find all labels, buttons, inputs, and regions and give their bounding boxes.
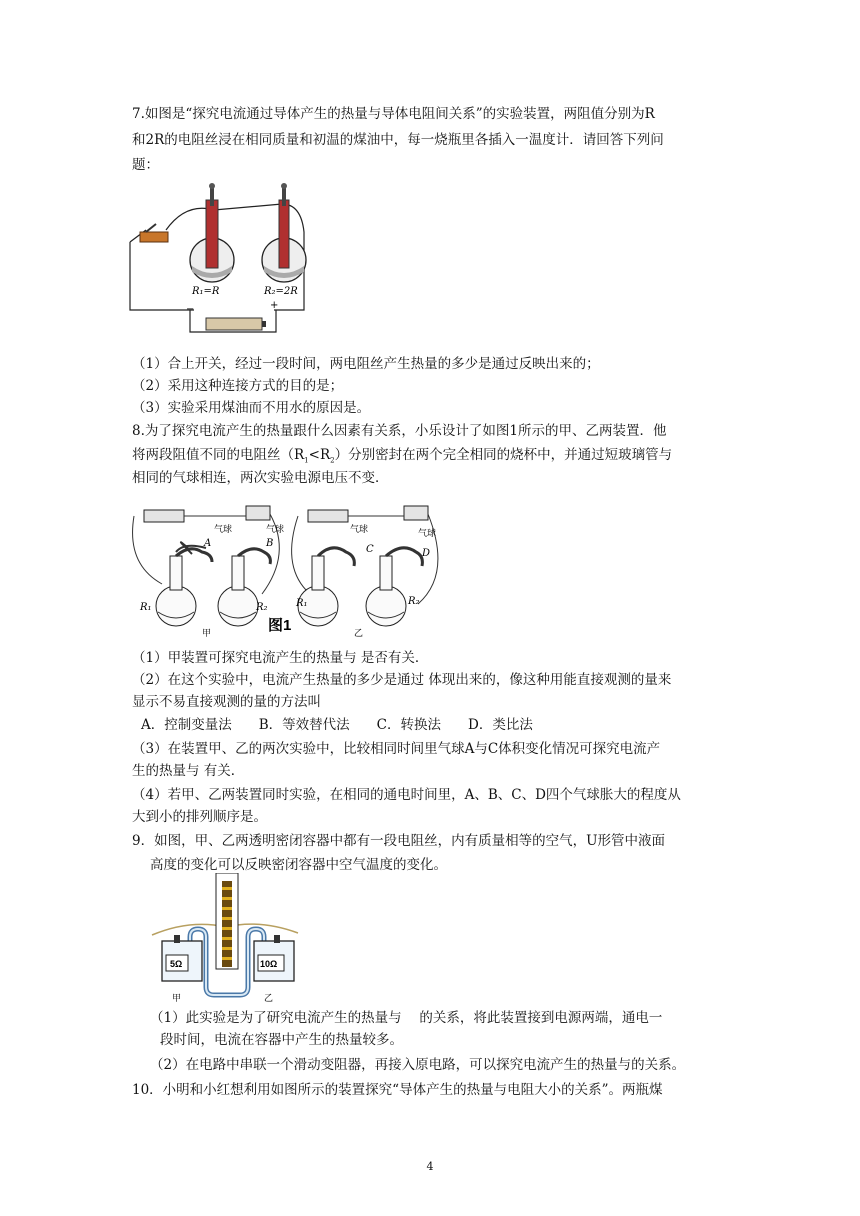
minus-label: − xyxy=(186,304,195,315)
q7-circuit-figure xyxy=(126,182,326,350)
q8-sub-2b: 显示不易直接观测的量的方法叫 xyxy=(132,694,321,710)
plus-label: + xyxy=(270,300,279,311)
label-r2-jia: R₂ xyxy=(256,602,268,613)
label-jia: 甲 xyxy=(172,994,182,1004)
ruler-icon xyxy=(216,873,238,969)
label-jia: 甲 xyxy=(202,629,212,639)
label-yi: 乙 xyxy=(264,994,274,1004)
flask-r1-icon xyxy=(190,183,234,282)
q9-container-figure xyxy=(150,873,300,1005)
balloon-label-a: 气球 xyxy=(214,525,233,535)
resistor-5-label: 5Ω xyxy=(170,959,183,969)
q9-line-2: 高度的变化可以反映密闭容器中空气温度的变化。 xyxy=(150,857,447,873)
flask-yi-r2-icon xyxy=(366,556,406,626)
q8-sub-4a: （4）若甲、乙两装置同时实验，在相同的通电时间里，A、B、C、D四个气球胀大的程度从 xyxy=(132,787,681,803)
r2-label: R₂=2R xyxy=(264,286,298,297)
q7-line-2: 和2R的电阻丝浸在相同质量和初温的煤油中，每一烧瓶里各插入一温度计．请回答下列问 xyxy=(132,132,664,148)
q8-line-1: 8.为了探究电流产生的热量跟什么因素有关系，小乐设计了如图1所示的甲、乙两装置．他 xyxy=(132,423,667,439)
q7-sub-1: （1）合上开关，经过一段时间，两电阻丝产生热量的多少是通过反映出来的； xyxy=(132,356,600,372)
q8-sub-3b: 生的热量与 有关． xyxy=(132,763,245,779)
q7-line-1: 7.如图是“探究电流通过导体产生的热量与导体电阻间关系”的实验装置，两阻值分别为R xyxy=(132,106,655,122)
flask-yi-r1-icon xyxy=(298,556,338,626)
q8-sub-1: （1）甲装置可探究电流产生的热量与 是否有关． xyxy=(132,650,429,666)
q10-line-1: 10．小明和小红想利用如图所示的装置探究“导体产生的热量与电阻大小的关系”。两瓶煤 xyxy=(132,1082,663,1098)
q9-sub-2: （2）在电路中串联一个滑动变阻器，再接入原电路，可以探究电流产生的热量与的关系。 xyxy=(150,1057,686,1073)
figure-caption: 图1 xyxy=(268,617,292,634)
r1-label: R₁=R xyxy=(192,286,220,297)
battery-icon xyxy=(206,318,266,330)
q7-sub-3: （3）实验采用煤油而不用水的原因是。 xyxy=(132,400,371,416)
q8-sub-4b: 大到小的排列顺序是。 xyxy=(132,809,267,825)
balloon-label-c: 气球 xyxy=(350,525,369,535)
q8-sub-3a: （3）在装置甲、乙的两次实验中，比较相同时间里气球A与C体积变化情况可探究电流产 xyxy=(132,741,661,757)
q8-options: A．控制变量法 B．等效替代法 C．转换法 D．类比法 xyxy=(141,717,533,733)
label-yi: 乙 xyxy=(354,629,364,639)
flask-r2-icon xyxy=(262,183,306,282)
q8-line-3: 相同的气球相连，两次实验电源电压不变． xyxy=(132,470,389,486)
balloon-label-d: 气球 xyxy=(418,529,437,539)
q9-sub-1a: （1）此实验是为了研究电流产生的热量与 的关系，将此装置接到电源两端，通电一 xyxy=(150,1010,663,1026)
q7-line-3: 题： xyxy=(132,157,159,173)
container-yi-icon xyxy=(254,935,294,981)
container-jia-icon xyxy=(162,935,202,981)
label-a: A xyxy=(204,538,212,549)
label-d: D xyxy=(422,548,431,559)
q8-balloon-figure xyxy=(132,494,442,644)
label-c: C xyxy=(366,544,374,555)
q9-line-1: 9．如图，甲、乙两透明密闭容器中都有一段电阻丝，内有质量相等的空气，U形管中液面 xyxy=(132,833,665,849)
q9-sub-1b: 段时间，电流在容器中产生的热量较多。 xyxy=(160,1032,403,1048)
flask-jia-r2-icon xyxy=(218,556,258,626)
switch-icon xyxy=(140,224,168,242)
flask-jia-r1-icon xyxy=(156,556,196,626)
label-r2-yi: R₂ xyxy=(408,596,420,607)
q8-line-2: 将两段阻值不同的电阻丝$(R_1<R_2)$分别密封在两个完全相同的烧杯中，并通过短玻璃管与 xyxy=(132,447,673,465)
balloon-label-b: 气球 xyxy=(266,525,285,535)
q7-sub-2: （2）采用这种连接方式的目的是； xyxy=(132,378,344,394)
label-b: B xyxy=(266,538,274,549)
label-r1-jia: R₁ xyxy=(140,602,152,613)
page-number: 4 xyxy=(426,1160,434,1173)
q8-sub-2a: （2）在这个实验中，电流产生热量的多少是通过 体现出来的，像这种用能直接观测的量来 xyxy=(132,672,672,688)
label-r1-yi: R₁ xyxy=(296,598,308,609)
resistor-10-label: 10Ω xyxy=(260,959,278,969)
